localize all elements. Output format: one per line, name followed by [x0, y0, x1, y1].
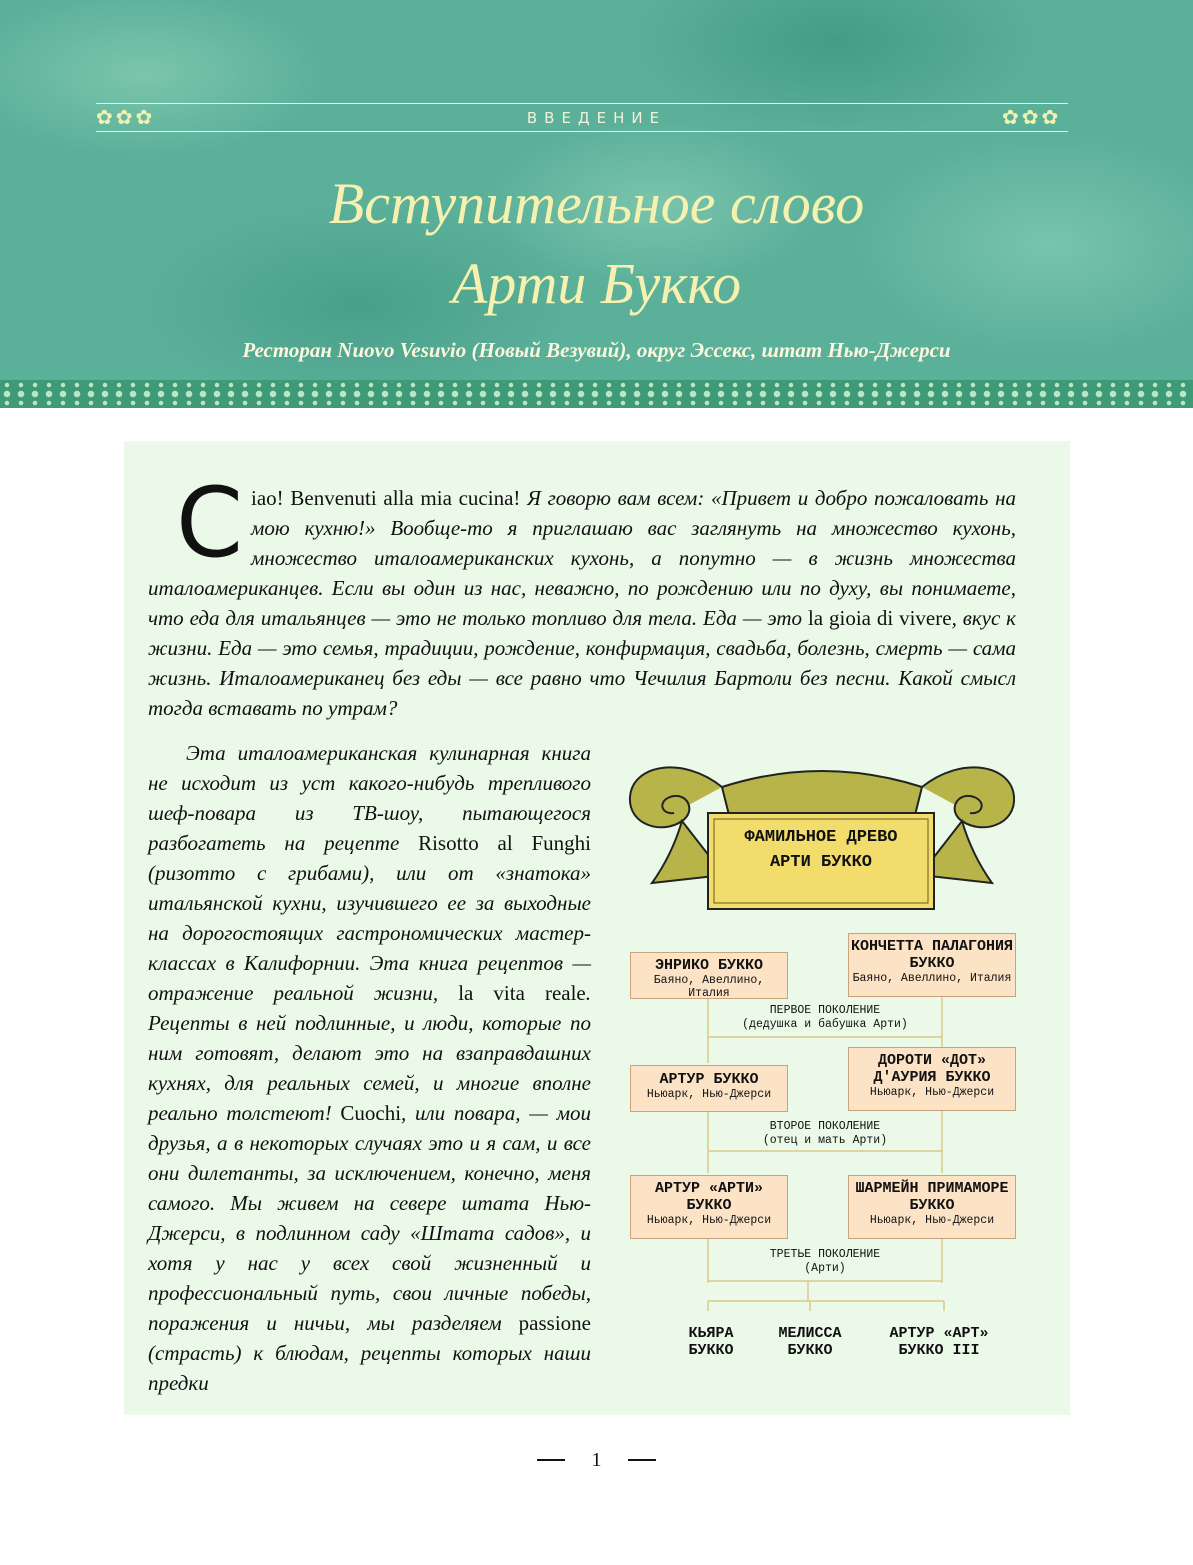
generation-label-1 [712, 1004, 938, 1032]
lead-latin-2: la gioia di vivere [807, 606, 952, 630]
generation-label-2 [722, 1120, 928, 1148]
title-line-1: Вступительное слово [328, 171, 865, 236]
tree-title [712, 825, 930, 875]
drop-cap: C [176, 467, 244, 579]
person-artie [630, 1175, 788, 1239]
ornamental-border [0, 380, 1193, 408]
body-text: , или повара, — мои друзья, а в некоторых случаях это и я сам, и все они дилетанты, за исключением, конечно, меня самого. Мы живем на севере штата Нью-Джерси, в подлинном саду «Штата садов», и хотя у нас у всех свой жизненный и профессиональный путь, свои личные победы, поражения и ничьи, мы разделяем [148, 1101, 591, 1335]
body-latin: passione [518, 1311, 591, 1335]
person-arthur [630, 1065, 788, 1112]
body-paragraph [148, 738, 591, 1398]
body-text: (ризотто с грибами), или от «знатока» итальянской кухни, изучившего ее за выходные на дорогостоящих гастрономических мастер-классах в Калифорнии. Эта книга рецептов — отражение реальной жизни, [148, 861, 591, 1005]
body-text: Эта италоамериканская кулинарная книга не исходит из уст какого-нибудь трепливого шеф-повара из ТВ-шоу, пытающегося разбогатеть на рецепте [148, 741, 591, 855]
person-place: Ньюарк, Нью-Джерси [869, 1214, 995, 1227]
body-latin: Cuochi [340, 1101, 402, 1125]
body-latin: la vita reale [458, 981, 586, 1005]
person-place: Баяно, Авеллино, Италия [852, 972, 1012, 985]
family-tree [612, 745, 1042, 1375]
lead-text-1: Я говорю вам всем: «Привет и добро пожаловать на мою кухню!» Вообще-то я приглашаю вас заглянуть на множество кухонь, множество италоамериканских кухонь, а попутно — в жизнь множества италоамериканцев. Если вы один из нас, неважно, по рождению или по духу, вы понимаете, что еда для итальянцев — это не только топливо для тела. Еда — это [148, 486, 1016, 630]
body-column [148, 738, 591, 1398]
lead-paragraph [148, 467, 1016, 723]
child-melissa: МЕЛИССА БУККО [778, 1325, 842, 1359]
body-latin: Risotto al Funghi [418, 831, 592, 855]
person-place: Ньюарк, Нью-Джерси [646, 1088, 772, 1101]
header-band [0, 0, 1193, 408]
body-text: (страсть) к блюдам, рецепты которых наши предки [148, 1341, 591, 1395]
tree-title-line-1: ФАМИЛЬНОЕ ДРЕВО [744, 828, 898, 847]
person-name: ДОРОТИ «ДОТ» Д'АУРИЯ БУККО [873, 1052, 991, 1086]
body-text: . Рецепты в ней подлинные, и люди, которые по ним готовят, делают это на взаправдашних кухнях, для реальных семей, и многие вполне реально толстеют! [148, 981, 591, 1125]
lead-text-2: , вкус к жизни. Еда — это семья, традиции, рождение, конфирмация, свадьба, болезнь, смерть — сама жизнь. Италоамериканец без еды — все равно что Чечилия Бартоли без песни. Какой смысл тогда вставать по утрам? [148, 606, 1016, 720]
generation-note: (отец и мать Арти) [762, 1134, 888, 1147]
page-title [0, 164, 1193, 324]
person-enrico [630, 952, 788, 999]
person-name: ШАРМЕЙН ПРИМАМОРЕ БУККО [855, 1180, 1009, 1214]
person-place: Ньюарк, Нью-Джерси [646, 1214, 772, 1227]
page-number-dash [628, 1459, 656, 1461]
person-name: АРТУР «АРТИ» БУККО [654, 1180, 764, 1214]
generation-title: ПЕРВОЕ ПОКОЛЕНИЕ [769, 1004, 881, 1017]
generation-label-3 [738, 1248, 912, 1276]
person-place: Баяно, Авеллино, Италия [653, 974, 765, 1000]
generation-note: (дедушка и бабушка Арти) [742, 1018, 908, 1031]
lead-latin-1: iao! Benvenuti alla mia cucina! [251, 486, 521, 510]
page-number: 1 [591, 1449, 602, 1471]
generation-title: ВТОРОЕ ПОКОЛЕНИЕ [769, 1120, 881, 1133]
section-label: ВВЕДЕНИЕ [526, 109, 667, 127]
person-charmaine [848, 1175, 1016, 1239]
flower-ornament-icon: ✿✿✿ [96, 107, 156, 129]
header-rule-bottom [96, 131, 1068, 132]
tree-title-line-2: АРТИ БУККО [769, 853, 873, 872]
child-art: АРТУР «АРТ» БУККО III [889, 1325, 989, 1359]
header-rule-top [96, 103, 1068, 104]
title-line-2: Арти Букко [451, 251, 742, 316]
generation-title: ТРЕТЬЕ ПОКОЛЕНИЕ [769, 1248, 881, 1261]
person-name: КОНЧЕТТА ПАЛАГОНИЯ БУККО [850, 938, 1014, 972]
person-name: АРТУР БУККО [659, 1071, 759, 1088]
page-subtitle: Ресторан Nuovo Vesuvio (Новый Везувий), округ Эссекс, штат Нью-Джерси [242, 338, 951, 362]
person-name: ЭНРИКО БУККО [654, 957, 764, 974]
flower-ornament-icon: ✿✿✿ [1002, 107, 1062, 129]
child-kyara: КЬЯРА БУККО [688, 1325, 734, 1359]
person-concetta [848, 933, 1016, 997]
generation-note: (Арти) [804, 1262, 846, 1275]
person-place: Ньюарк, Нью-Джерси [869, 1086, 995, 1099]
person-dorothy [848, 1047, 1016, 1111]
